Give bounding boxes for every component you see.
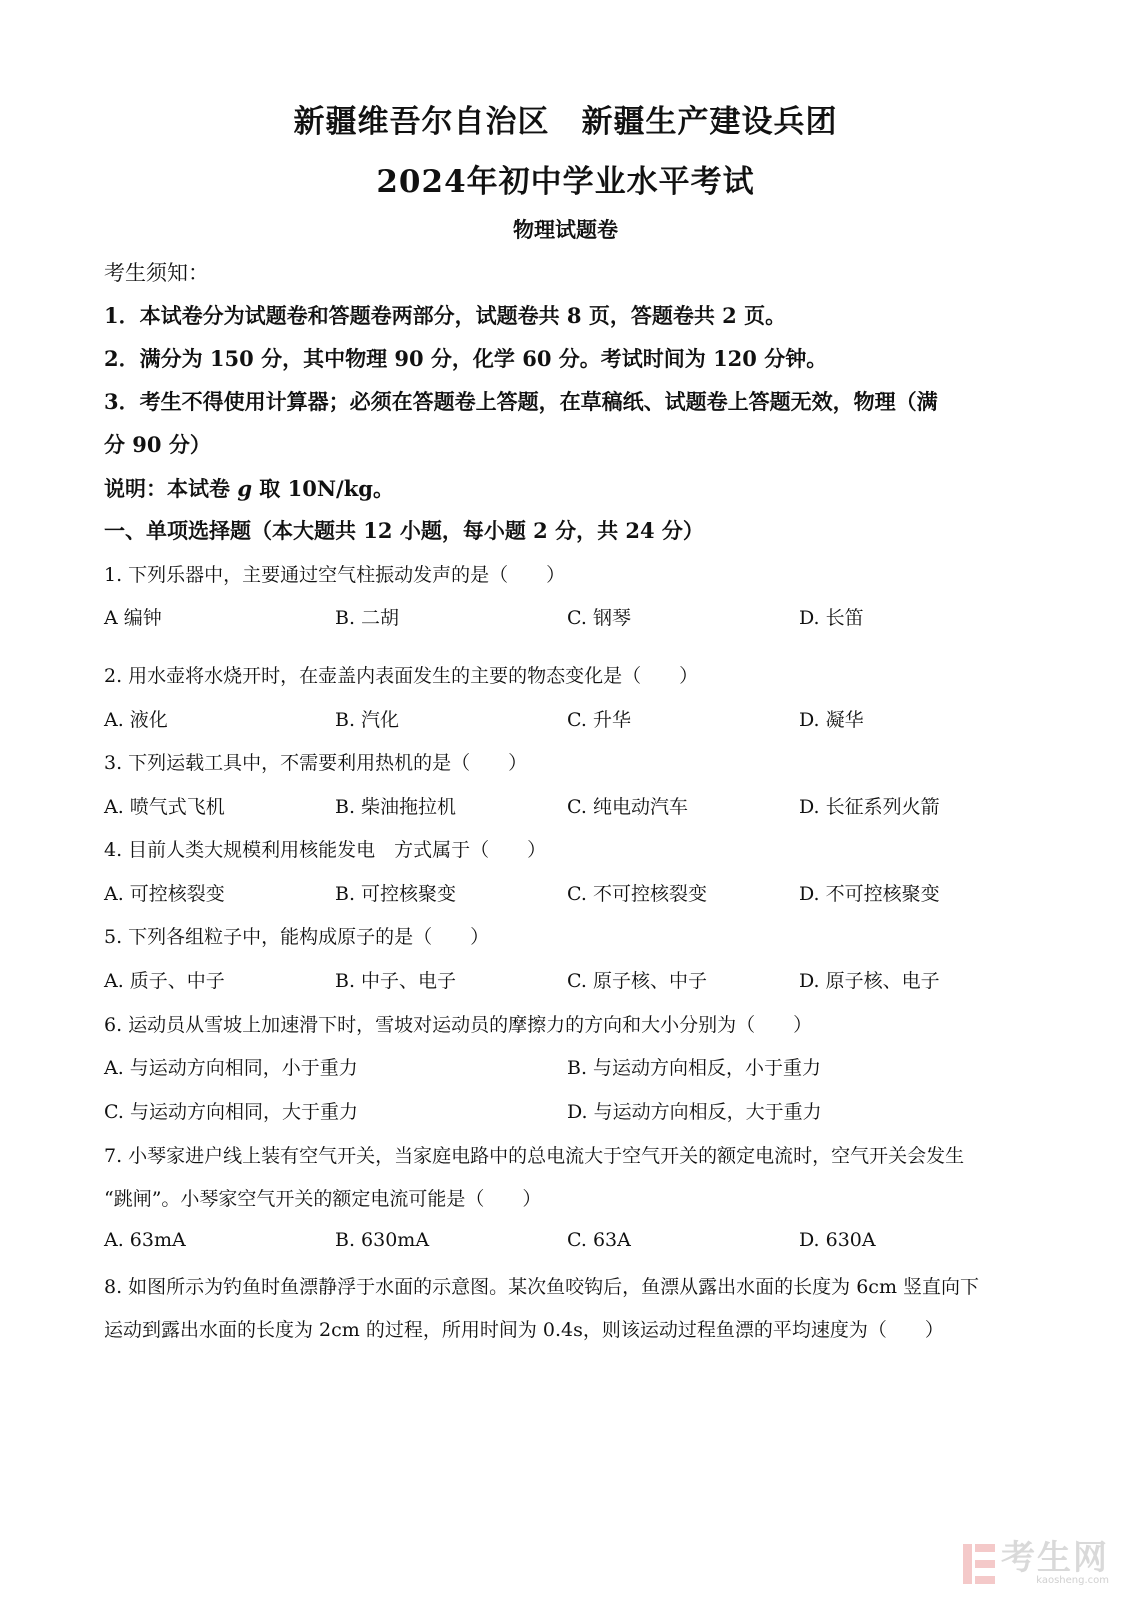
note-gravity <box>104 473 394 503</box>
question-4-option-c: C. 不可控核裂变 <box>567 883 707 905</box>
note-g-symbol: g <box>237 476 252 501</box>
instruction-item-1: 1．本试卷分为试题卷和答题卷两部分，试题卷共 8 页，答题卷共 2 页。 <box>104 303 787 328</box>
question-7-option-a: A. 63mA <box>104 1229 186 1251</box>
note-suffix: 取 10N/kg。 <box>252 476 394 501</box>
question-5-option-a: A. 质子、中子 <box>104 970 225 992</box>
question-6-option-d: D. 与运动方向相反，大于重力 <box>567 1101 822 1123</box>
question-4-option-a: A. 可控核裂变 <box>104 883 225 905</box>
question-2-option-d: D. 凝华 <box>799 709 864 731</box>
question-7-stem-cont: “跳闸”。小琴家空气开关的额定电流可能是（ ） <box>104 1188 542 1210</box>
watermark-url: kaosheng.com <box>1036 1575 1109 1586</box>
question-4-option-b: B. 可控核聚变 <box>335 883 457 905</box>
question-1-option-b: B. 二胡 <box>335 607 400 629</box>
question-1-stem: 1. 下列乐器中，主要通过空气柱振动发声的是（ ） <box>104 564 566 586</box>
question-6-option-a: A. 与运动方向相同，小于重力 <box>104 1057 358 1079</box>
exam-subtitle: 物理试题卷 <box>513 217 618 242</box>
question-3-option-c: C. 纯电动汽车 <box>567 796 688 818</box>
question-3-option-d: D. 长征系列火箭 <box>799 796 940 818</box>
question-7-stem: 7. 小琴家进户线上装有空气开关，当家庭电路中的总电流大于空气开关的额定电流时，空气开关会发生 <box>104 1145 965 1167</box>
question-3-stem: 3. 下列运载工具中，不需要利用热机的是（ ） <box>104 752 528 774</box>
question-5-option-b: B. 中子、电子 <box>335 970 457 992</box>
exam-title-year: 2024年初中学业水平考试 <box>376 164 755 200</box>
question-4-option-d: D. 不可控核聚变 <box>799 883 940 905</box>
instruction-item-2: 2．满分为 150 分，其中物理 90 分，化学 60 分。考试时间为 120 分钟。 <box>104 346 828 371</box>
question-2-option-c: C. 升华 <box>567 709 631 731</box>
question-6-option-c: C. 与运动方向相同，大于重力 <box>104 1101 358 1123</box>
question-2-option-b: B. 汽化 <box>335 709 400 731</box>
question-7-option-c: C. 63A <box>567 1229 631 1251</box>
question-2-option-a: A. 液化 <box>104 709 168 731</box>
note-prefix: 说明：本试卷 <box>104 476 238 501</box>
instructions-heading: 考生须知： <box>104 261 209 285</box>
question-1-option-a: A 编钟 <box>104 607 162 629</box>
question-7-option-d: D. 630A <box>799 1229 876 1251</box>
watermark-logo-icon <box>963 1544 995 1584</box>
question-7-option-b: B. 630mA <box>335 1229 430 1251</box>
question-6-option-b: B. 与运动方向相反，小于重力 <box>567 1057 822 1079</box>
watermark <box>963 1538 1109 1586</box>
question-5-option-d: D. 原子核、电子 <box>799 970 940 992</box>
watermark-text: 考生网 <box>1001 1538 1109 1578</box>
question-6-stem: 6. 运动员从雪坡上加速滑下时，雪坡对运动员的摩擦力的方向和大小分别为（ ） <box>104 1014 813 1036</box>
question-3-option-a: A. 喷气式飞机 <box>104 796 225 818</box>
question-1-option-c: C. 钢琴 <box>567 607 631 629</box>
question-5-option-c: C. 原子核、中子 <box>567 970 707 992</box>
question-1-option-d: D. 长笛 <box>799 607 864 629</box>
question-3-option-b: B. 柴油拖拉机 <box>335 796 457 818</box>
question-8-stem-cont: 运动到露出水面的长度为 2cm 的过程，所用时间为 0.4s，则该运动过程鱼漂的平均速度为（ ） <box>104 1319 944 1341</box>
question-4-stem: 4. 目前人类大规模利用核能发电 方式属于（ ） <box>104 839 547 861</box>
question-8-stem: 8. 如图所示为钓鱼时鱼漂静浮于水面的示意图。某次鱼咬钩后，鱼漂从露出水面的长度为 6cm 竖直向下 <box>104 1276 979 1298</box>
exam-title-region: 新疆维吾尔自治区 新疆生产建设兵团 <box>293 104 838 140</box>
section-heading: 一、单项选择题（本大题共 12 小题，每小题 2 分，共 24 分） <box>104 518 704 543</box>
instruction-item-3: 3．考生不得使用计算器；必须在答题卷上答题，在草稿纸、试题卷上答题无效，物理（满 <box>104 389 938 414</box>
question-2-stem: 2. 用水壶将水烧开时，在壶盖内表面发生的主要的物态变化是（ ） <box>104 665 699 687</box>
question-5-stem: 5. 下列各组粒子中，能构成原子的是（ ） <box>104 926 490 948</box>
instruction-item-3-cont: 分 90 分） <box>104 432 211 457</box>
